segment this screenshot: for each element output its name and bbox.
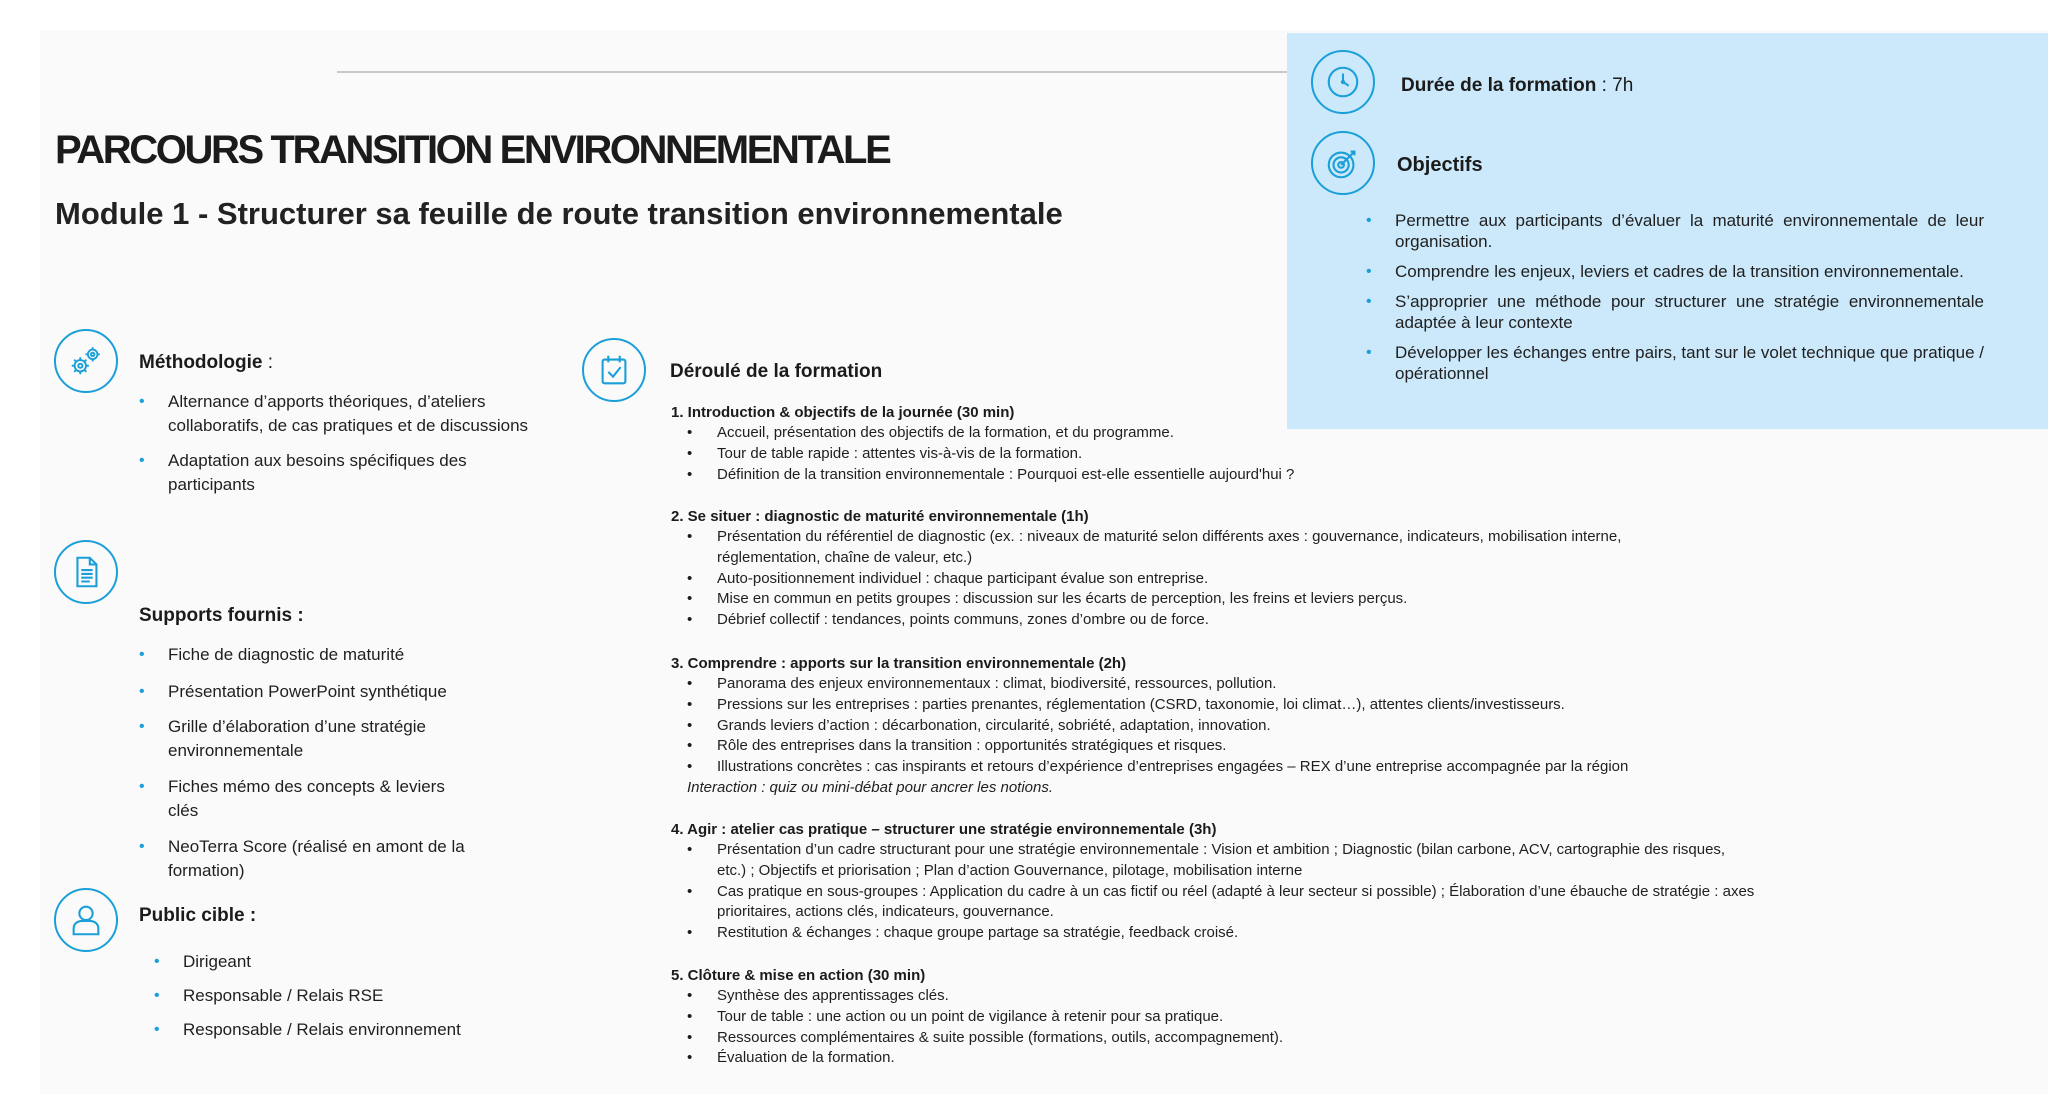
objectives-list bbox=[1366, 210, 1984, 393]
step-heading: 2. Se situer : diagnostic de maturité environnementale (1h) bbox=[671, 508, 1089, 525]
step-5 bbox=[671, 966, 1791, 1069]
list-item: • Permettre aux participants d’évaluer la maturité environnementale de leur organisation. bbox=[1366, 210, 1984, 252]
list-item: • Définition de la transition environnementale : Pourquoi est-elle essentielle aujourd'hui ? bbox=[717, 465, 1791, 486]
step-heading: 3. Comprendre : apports sur la transition environnementale (2h) bbox=[671, 655, 1127, 672]
duration-text bbox=[1401, 75, 1633, 97]
list-item: • S’approprier une méthode pour structurer une stratégie environnementale adaptée à leur contexte bbox=[1366, 291, 1984, 333]
list-item: • Présentation PowerPoint synthétique bbox=[139, 680, 469, 704]
list-item: • NeoTerra Score (réalisé en amont de la formation) bbox=[139, 835, 469, 883]
objectives-title: Objectifs bbox=[1397, 154, 1483, 176]
list-item: • Comprendre les enjeux, leviers et cadres de la transition environnementale. bbox=[1366, 261, 1984, 282]
audience-title: Public cible : bbox=[139, 905, 257, 926]
list-item: • Rôle des entreprises dans la transition : opportunités stratégiques et risques. bbox=[717, 736, 1791, 757]
checklist-icon bbox=[582, 338, 646, 402]
person-icon bbox=[54, 888, 118, 952]
list-item: • Tour de table : une action ou un point de vigilance à retenir pour sa pratique. bbox=[717, 1007, 1791, 1028]
step-heading: 5. Clôture & mise en action (30 min) bbox=[671, 967, 926, 984]
step-2 bbox=[671, 507, 1791, 631]
step-1 bbox=[671, 403, 1791, 485]
list-item: • Alternance d’apports théoriques, d’ateliers collaboratifs, de cas pratiques et de discussions bbox=[139, 390, 559, 438]
supports-list bbox=[139, 643, 469, 883]
list-item: • Présentation d’un cadre structurant pour une stratégie environnementale : Vision et ambition ; Diagnostic (bilan carbone, ACV, cartographie des risques, etc.) ; Objectifs et priorisation ; Plan d’action Gouvernance, pilotage, mobilisation interne bbox=[717, 840, 1757, 882]
step-list bbox=[671, 527, 1791, 631]
supports-title: Supports fournis : bbox=[139, 605, 304, 626]
list-item: • Présentation du référentiel de diagnostic (ex. : niveaux de maturité selon différents axes : gouvernance, indicateurs, mobilisation interne, réglementation, chaîne de valeur, etc.) bbox=[717, 527, 1727, 569]
list-item: • Ressources complémentaires & suite possible (formations, outils, accompagnement). bbox=[717, 1028, 1791, 1049]
module-subtitle: Module 1 - Structurer sa feuille de route transition environnementale bbox=[55, 196, 1063, 231]
target-icon bbox=[1311, 131, 1375, 195]
list-item: • Synthèse des apprentissages clés. bbox=[717, 986, 1791, 1007]
list-item: • Responsable / Relais RSE bbox=[154, 984, 514, 1008]
list-item: • Restitution & échanges : chaque groupe partage sa stratégie, feedback croisé. bbox=[717, 923, 1791, 944]
step-list bbox=[671, 674, 1791, 778]
duration-value: : 7h bbox=[1596, 75, 1634, 96]
deroule-title: Déroulé de la formation bbox=[670, 361, 883, 382]
step-note: Interaction : quiz ou mini-débat pour ancrer les notions. bbox=[687, 778, 1054, 796]
audience-list bbox=[154, 950, 514, 1042]
step-heading: 4. Agir : atelier cas pratique – structurer une stratégie environnementale (3h) bbox=[671, 821, 1217, 838]
list-item: • Évaluation de la formation. bbox=[717, 1048, 1791, 1069]
list-item: • Grands leviers d’action : décarbonation, circularité, sobriété, adaptation, innovation. bbox=[717, 716, 1791, 737]
list-item: • Adaptation aux besoins spécifiques des participants bbox=[139, 449, 479, 497]
step-4 bbox=[671, 820, 1791, 944]
methodology-title-label: Méthodologie bbox=[139, 352, 263, 373]
step-3 bbox=[671, 654, 1791, 798]
list-item: • Fiches mémo des concepts & leviers clés bbox=[139, 775, 469, 823]
list-item: • Débrief collectif : tendances, points communs, zones d’ombre ou de force. bbox=[717, 610, 1791, 631]
list-item: • Pressions sur les entreprises : parties prenantes, réglementation (CSRD, taxonomie, loi climat…), attentes clients/investisseurs. bbox=[717, 695, 1791, 716]
list-item: • Panorama des enjeux environnementaux : climat, biodiversité, ressources, pollution. bbox=[717, 674, 1791, 695]
list-item: • Fiche de diagnostic de maturité bbox=[139, 643, 469, 667]
page-title: PARCOURS TRANSITION ENVIRONNEMENTALE bbox=[55, 128, 890, 172]
list-item: • Accueil, présentation des objectifs de la formation, et du programme. bbox=[717, 423, 1791, 444]
gears-icon bbox=[54, 329, 118, 393]
step-list bbox=[671, 986, 1791, 1069]
list-item: • Responsable / Relais environnement bbox=[154, 1018, 514, 1042]
list-item: • Grille d’élaboration d’une stratégie environnementale bbox=[139, 715, 469, 763]
step-list bbox=[671, 840, 1791, 944]
list-item: • Mise en commun en petits groupes : discussion sur les écarts de perception, les freins et leviers perçus. bbox=[717, 589, 1791, 610]
methodology-list bbox=[139, 390, 559, 497]
methodology-title bbox=[139, 352, 273, 374]
list-item: • Dirigeant bbox=[154, 950, 514, 974]
list-item: • Tour de table rapide : attentes vis-à-vis de la formation. bbox=[717, 444, 1791, 465]
step-heading: 1. Introduction & objectifs de la journée (30 min) bbox=[671, 404, 1015, 421]
methodology-title-colon: : bbox=[262, 352, 274, 373]
list-item: • Développer les échanges entre pairs, tant sur le volet technique que pratique / opérationnel bbox=[1366, 342, 1984, 384]
header-divider bbox=[337, 71, 1287, 73]
duration-label: Durée de la formation bbox=[1401, 75, 1597, 96]
document-icon bbox=[54, 540, 118, 604]
list-item: • Illustrations concrètes : cas inspirants et retours d’expérience d’entreprises engagées – REX d’une entreprise accompagnée par la région bbox=[717, 757, 1791, 778]
list-item: • Auto-positionnement individuel : chaque participant évalue son entreprise. bbox=[717, 569, 1791, 590]
step-list bbox=[671, 423, 1791, 485]
clock-icon bbox=[1311, 50, 1375, 114]
list-item: • Cas pratique en sous-groupes : Application du cadre à un cas fictif ou réel (adapté à leur secteur si possible) ; Élaboration d’une ébauche de stratégie : axes prioritaires, actions clés, indicateurs, gouvernance. bbox=[717, 882, 1777, 924]
